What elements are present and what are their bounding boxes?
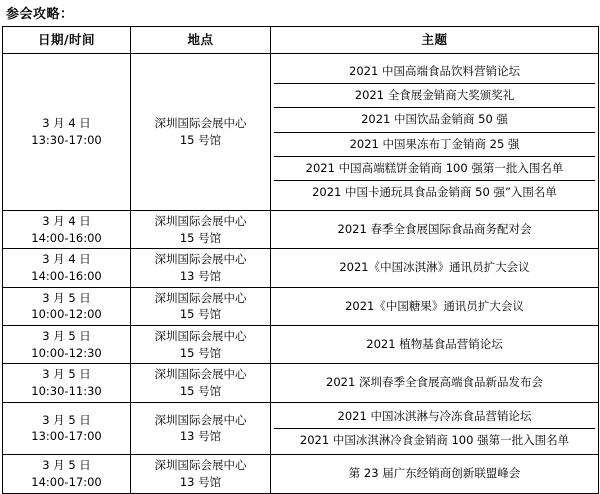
date-time: 13:30-17:00 xyxy=(31,133,102,147)
cell-topic xyxy=(271,249,599,287)
date-day: 3 月 5 日 xyxy=(42,329,91,344)
date-time: 14:00-16:00 xyxy=(31,230,102,245)
venue-name: 深圳国际会展中心 xyxy=(154,458,247,473)
cell-venue xyxy=(131,287,271,325)
topic-list xyxy=(274,333,595,356)
venue-name: 深圳国际会展中心 xyxy=(154,367,247,382)
date-time: 14:00-16:00 xyxy=(31,269,102,284)
venue-hall: 15 号馆 xyxy=(179,307,222,322)
venue-hall: 15 号馆 xyxy=(179,133,222,147)
venue-name: 深圳国际会展中心 xyxy=(154,252,247,267)
table-row xyxy=(3,455,599,493)
date-day: 3 月 5 日 xyxy=(42,290,91,305)
cell-topic xyxy=(271,326,599,364)
topic-item: 2021 中国高端糕饼金销商 100 强第一批入围名单 xyxy=(274,157,595,181)
topic-item: 2021 全食展金销商大奖颁奖礼 xyxy=(274,84,595,108)
venue-name: 深圳国际会展中心 xyxy=(154,412,247,427)
table-row xyxy=(3,211,599,249)
date-time: 14:00-17:00 xyxy=(31,474,102,489)
date-day: 3 月 5 日 xyxy=(42,412,91,427)
cell-date xyxy=(3,402,131,455)
cell-date xyxy=(3,249,131,287)
topic-item: 2021 中国冰淇淋冷食金销商 100 强第一批入围名单 xyxy=(299,432,570,447)
venue-name: 深圳国际会展中心 xyxy=(154,290,247,305)
cell-venue xyxy=(131,364,271,402)
topic-item: 2021 中国冰淇淋与冷冻食品营销论坛 xyxy=(274,405,595,429)
topic-item: 第 23 届广东经销商创新联盟峰会 xyxy=(348,466,521,481)
cell-date xyxy=(3,364,131,402)
topic-list xyxy=(274,371,595,394)
venue-hall: 15 号馆 xyxy=(179,384,222,399)
table-row xyxy=(3,402,599,455)
table-row xyxy=(3,249,599,287)
date-time: 13:00-17:00 xyxy=(31,429,102,444)
column-header-topic: 主题 xyxy=(271,27,599,54)
topic-item: 2021 植物基食品营销论坛 xyxy=(366,337,503,352)
cell-topic xyxy=(271,54,599,211)
topic-item: 2021 中国饮品金销商 50 强 xyxy=(274,108,595,132)
cell-venue xyxy=(131,402,271,455)
venue-name: 深圳国际会展中心 xyxy=(154,116,247,131)
topic-item: 2021 中国果冻布丁金销商 25 强 xyxy=(274,133,595,157)
table-row xyxy=(3,287,599,325)
table-row xyxy=(3,326,599,364)
topic-list xyxy=(274,60,595,205)
cell-topic xyxy=(271,287,599,325)
topic-list xyxy=(274,295,595,318)
date-day: 3 月 5 日 xyxy=(42,458,91,473)
topic-item: 2021 中国高端食品饮料营销论坛 xyxy=(274,60,595,84)
venue-hall: 13 号馆 xyxy=(179,429,222,444)
venue-hall: 13 号馆 xyxy=(179,269,222,284)
date-day: 3 月 4 日 xyxy=(42,252,91,267)
cell-date xyxy=(3,326,131,364)
column-header-venue: 地点 xyxy=(131,27,271,54)
table-row xyxy=(3,364,599,402)
table-row xyxy=(3,54,599,211)
topic-item: 2021 中国卡通玩具食品金销商 50 强”入围名单 xyxy=(312,185,557,199)
cell-venue xyxy=(131,249,271,287)
topic-item: 2021 春季全食展国际食品商务配对会 xyxy=(337,222,532,237)
cell-date xyxy=(3,211,131,249)
cell-topic xyxy=(271,211,599,249)
date-day: 3 月 4 日 xyxy=(42,116,91,131)
cell-topic xyxy=(271,402,599,455)
table-body xyxy=(3,54,599,494)
column-header-date: 日期/时间 xyxy=(3,27,131,54)
cell-topic xyxy=(271,364,599,402)
cell-topic xyxy=(271,455,599,493)
topic-item: 2021《中国糖果》通讯员扩大会议 xyxy=(345,298,524,313)
schedule-table xyxy=(2,26,599,494)
cell-date xyxy=(3,54,131,211)
topic-list xyxy=(274,218,595,241)
date-time: 10:00-12:30 xyxy=(31,345,102,360)
cell-venue xyxy=(131,211,271,249)
cell-venue xyxy=(131,54,271,211)
date-day: 3 月 5 日 xyxy=(42,367,91,382)
topic-list xyxy=(274,256,595,279)
venue-name: 深圳国际会展中心 xyxy=(154,329,247,344)
page-title: 参会攻略： xyxy=(6,7,74,22)
cell-date xyxy=(3,455,131,493)
table-header xyxy=(3,27,599,54)
venue-hall: 13 号馆 xyxy=(179,474,222,489)
topic-item: 2021 深圳春季全食展高端食品新品发布会 xyxy=(326,375,543,390)
cell-venue xyxy=(131,326,271,364)
table-header-row xyxy=(3,27,599,54)
topic-list xyxy=(274,405,595,453)
topic-item: 2021《中国冰淇淋》通讯员扩大会议 xyxy=(339,260,530,275)
topic-list xyxy=(274,462,595,485)
date-time: 10:30-11:30 xyxy=(31,384,102,399)
venue-name: 深圳国际会展中心 xyxy=(154,214,247,228)
venue-hall: 15 号馆 xyxy=(179,230,222,245)
cell-date xyxy=(3,287,131,325)
date-day: 3 月 4 日 xyxy=(42,214,91,228)
cell-venue xyxy=(131,455,271,493)
venue-hall: 15 号馆 xyxy=(179,345,222,360)
date-time: 10:00-12:00 xyxy=(31,307,102,322)
